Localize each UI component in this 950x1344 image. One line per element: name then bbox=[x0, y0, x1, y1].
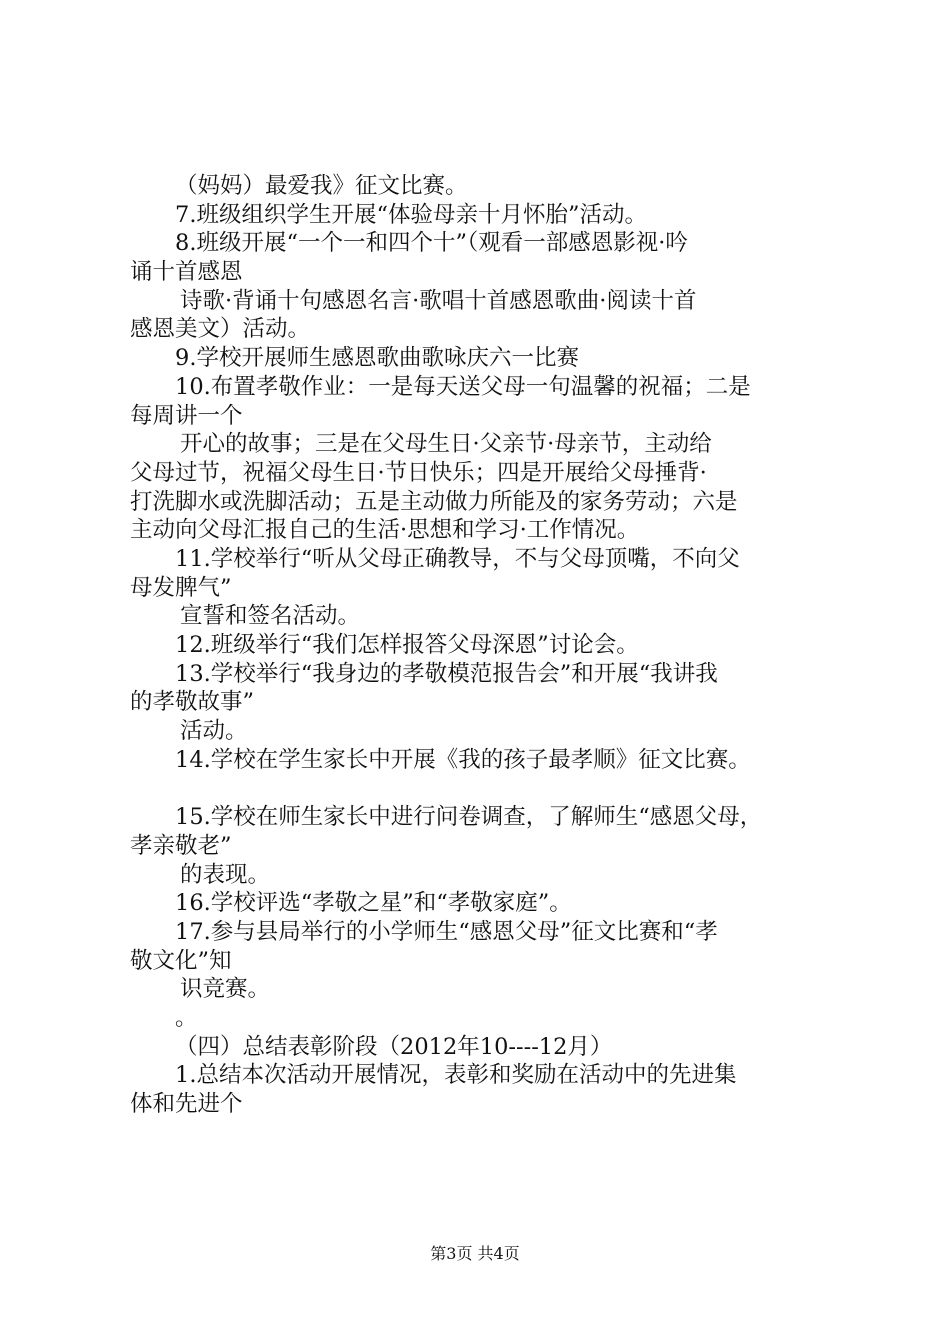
text-line: 7.班级组织学生开展“体验母亲十月怀胎”活动。 bbox=[175, 201, 647, 228]
text-line: 15.学校在师生家长中进行问卷调查，了解师生“感恩父母， bbox=[175, 804, 763, 831]
blank-line bbox=[130, 774, 830, 803]
text-line: 14.学校在学生家长中开展《我的孩子最孝顺》征文比赛。 bbox=[175, 746, 751, 773]
text-line: 10.布置孝敬作业：一是每天送父母一句温馨的祝福；二是 bbox=[175, 373, 751, 400]
text-line: 敬文化”知 bbox=[130, 947, 232, 974]
text-line: 体和先进个 bbox=[130, 1091, 243, 1117]
text-line: 11.学校举行“听从父母正确教导，不与父母顶嘴，不向父 bbox=[175, 545, 740, 572]
text-line: 识竞赛。 bbox=[180, 976, 271, 1003]
text-line: 。 bbox=[175, 1004, 198, 1031]
text-line: 孝亲敬老” bbox=[130, 832, 232, 859]
text-line: 诗歌·背诵十句感恩名言·歌唱十首感恩歌曲·阅读十首 bbox=[180, 287, 697, 314]
text-line: 的表现。 bbox=[180, 861, 271, 888]
page-footer: 第3页 共4页 bbox=[430, 1244, 520, 1263]
text-line: 12.班级举行“我们怎样报答父母深恩”讨论会。 bbox=[175, 632, 639, 658]
text-line: 开心的故事；三是在父母生日·父亲节·母亲节，主动给 bbox=[180, 431, 712, 458]
text-line: 13.学校举行“我身边的孝敬模范报告会”和开展“我讲我 bbox=[175, 660, 718, 687]
text-line: 17.参与县局举行的小学师生“感恩父母”征文比赛和“孝 bbox=[175, 918, 718, 945]
text-line: 感恩美文）活动。 bbox=[130, 316, 311, 343]
text-line: 16.学校评选“孝敬之星”和“孝敬家庭”。 bbox=[175, 890, 572, 917]
text-line: （妈妈）最爱我》征文比赛。 bbox=[175, 173, 468, 199]
text-line: 8.班级开展“一个一和四个十”（观看一部感恩影视·吟 bbox=[175, 230, 688, 257]
text-line: 打洗脚水或洗脚活动；五是主动做力所能及的家务劳动；六是 bbox=[130, 488, 738, 515]
text-line: 母发脾气” bbox=[130, 574, 232, 601]
section-heading: （四）总结表彰阶段（2012年10----12月） bbox=[175, 1033, 613, 1060]
text-line: 主动向父母汇报自己的生活·思想和学习·工作情况。 bbox=[130, 517, 640, 544]
text-line: 活动。 bbox=[180, 718, 248, 745]
text-line: 每周讲一个 bbox=[130, 402, 243, 429]
text-line: 宣誓和签名活动。 bbox=[180, 603, 361, 630]
document-body bbox=[130, 172, 830, 1119]
text-line: 诵十首感恩 bbox=[130, 259, 243, 286]
text-line: 父母过节，祝福父母生日·节日快乐；四是开展给父母捶背· bbox=[130, 459, 707, 486]
text-line: 的孝敬故事” bbox=[130, 689, 255, 716]
text-line: 9.学校开展师生感恩歌曲歌咏庆六一比赛 bbox=[175, 345, 579, 372]
text-line: 1.总结本次活动开展情况，表彰和奖励在活动中的先进集 bbox=[175, 1062, 737, 1089]
